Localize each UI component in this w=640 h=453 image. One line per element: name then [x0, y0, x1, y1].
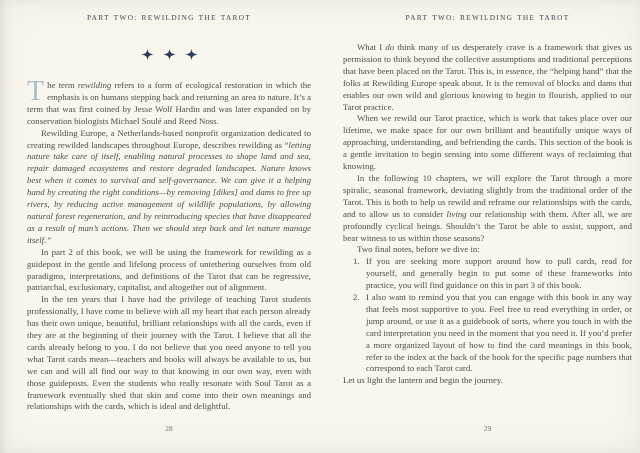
text-run: In the following 10 chapters, we will explore the Tarot through a more spiralic, seasonal framework, deviating slightly from the traditional order of the Tarot. This is both to help us rewild and reframe our relationships with the cards, and to allow us to consider: [343, 172, 632, 219]
right-page-body: [343, 42, 632, 387]
text-run: our relationship with them. After all, we are profoundly cyclical beings. Shouldn’t the Tarot be able to assist, support, and bear witness to us within those seasons?: [343, 208, 632, 243]
italic-run: living: [446, 208, 467, 219]
list-number: 1.: [353, 256, 360, 267]
left-page-body: [27, 76, 311, 413]
left-page: [27, 0, 311, 453]
paragraph: [343, 244, 632, 256]
paragraph: [343, 42, 632, 113]
text-run: think many of us desperately crave is a framework that gives us permission to think beyond the collective assumptions and traditional perceptions that have been placed on the Tarot. This is, in essence, the “helping hand” that the folks at Rewilding Europe speak about. It is the removal of blocks and dams that enables our own wild and glorious knowing to begin to flourish, applied to our Tarot practice.: [343, 42, 632, 112]
paragraph: [343, 173, 632, 244]
dropcap-letter: T: [27, 76, 45, 107]
list-number: 2.: [353, 292, 360, 303]
paragraph: [27, 294, 311, 413]
paragraph: [27, 76, 311, 128]
text-run: In part 2 of this book, we will be using the framework for rewilding as a guidepost in the gentle and lifelong process of untethering ourselves from old paradigms, interpretations, and definitions of the Tarot that can be regressive, patriarchal, exclusionary, capitalist, and altogether out of alignment.: [27, 246, 311, 293]
four-pointed-star-icon: [185, 48, 198, 61]
text-run: What I: [357, 42, 386, 52]
left-paragraphs: [27, 76, 311, 413]
italic-run: rewilding: [77, 80, 112, 90]
right-page-number: 29: [483, 424, 492, 433]
ornament-row: [27, 48, 311, 61]
text-run: Two final notes, before we dive in:: [357, 244, 480, 255]
four-pointed-star-icon: [141, 48, 154, 61]
text-run: Rewilding Europe, a Netherlands-based nonprofit organization dedicated to creating rewilded landscapes throughout Europe, describes rewilding as “: [27, 127, 311, 150]
italic-run: letting nature take care of itself, enabling natural processes to shape land and sea, repair damaged ecosystems and restore degraded landscapes. Nature knows best when it comes to survival and self-governance. We can give it a helping hand by creating the right conditions—by removing [dikes] and dams to free up rivers, by reducing active management of wildlife populations, by allowing natural forest regeneration, and by reintroducing species that have disappeared as a result of man’s actions. Then we should step back and let nature manage itself.”: [27, 139, 311, 245]
right-page: [343, 0, 632, 453]
list-item-text: [366, 292, 632, 375]
paragraph: [27, 128, 311, 247]
numbered-list-item: [353, 292, 632, 375]
paragraph: [27, 247, 311, 295]
four-pointed-star-icon: [163, 48, 176, 61]
closing-paragraphs: [343, 375, 632, 387]
text-run: refers to a form of ecological restoration in which the emphasis is on humans stepping back and returning an area to nature. It’s a term that was first coined by Jesse Wolf Hardin and was later expanded on by conservation biologists Michael Soulé and Reed Noss.: [27, 80, 311, 126]
list-item-text: [366, 256, 632, 292]
running-header: PART TWO: REWILDING THE TAROT: [405, 13, 570, 22]
right-paragraphs: [343, 42, 632, 256]
text-run: I also want to remind you that you can engage with this book in any way that feels most supportive to you. Feel free to read everything in order, or jump around, or use it as a guidebook of sorts, where you touch in with the card interpretation you need in the moment that you need it. If you’d prefer a more organized layout of how to find the card meanings in this book, refer to the index at the back of the book for the specific page numbers that correspond to each Tarot card.: [366, 292, 632, 374]
text-run: In the ten years that I have had the privilege of teaching Tarot students professionally, I have come to believe with all my heart that each person already has their own unique, beautiful, brilliant relationships with all the cards, even if they are at the beginning of their journey with the Tarot. I believe that all the cards already belong to you. I do not believe that you need anyone to tell you what Tarot cards mean—teachers and books will always be available to us, but we can and will all find our way to that knowing in our own way, even with those guideposts. Even the students who really resonate with Soul Tarot as a framework eventually shed that skin and come into their own meanings and relationships with the cards, which is ideal and delightful.: [27, 294, 311, 412]
numbered-list-item: [353, 256, 632, 292]
text-run: When we rewild our Tarot practice, which is work that takes place over our lifetime, we make space for our own brilliant and beautifully unique ways of approaching, understanding, and befriending the cards. This section of the book is a gentle invitation to begin sensing into some different ways of reclaiming that knowing.: [343, 113, 632, 172]
paragraph: [343, 375, 632, 387]
running-header: PART TWO: REWILDING THE TAROT: [86, 13, 252, 22]
paragraph: [343, 113, 632, 173]
left-page-number: 28: [165, 424, 173, 433]
text-run: Let us light the lantern and begin the journey.: [343, 375, 503, 386]
italic-run: do: [385, 42, 395, 52]
text-run: If you are seeking more support around how to pull cards, read for yourself, and generally begin to put some of these frameworks into practice, you will find guidance on this in part 3 of this book.: [366, 256, 632, 291]
text-run: he term: [47, 80, 78, 90]
numbered-list: [343, 256, 632, 375]
